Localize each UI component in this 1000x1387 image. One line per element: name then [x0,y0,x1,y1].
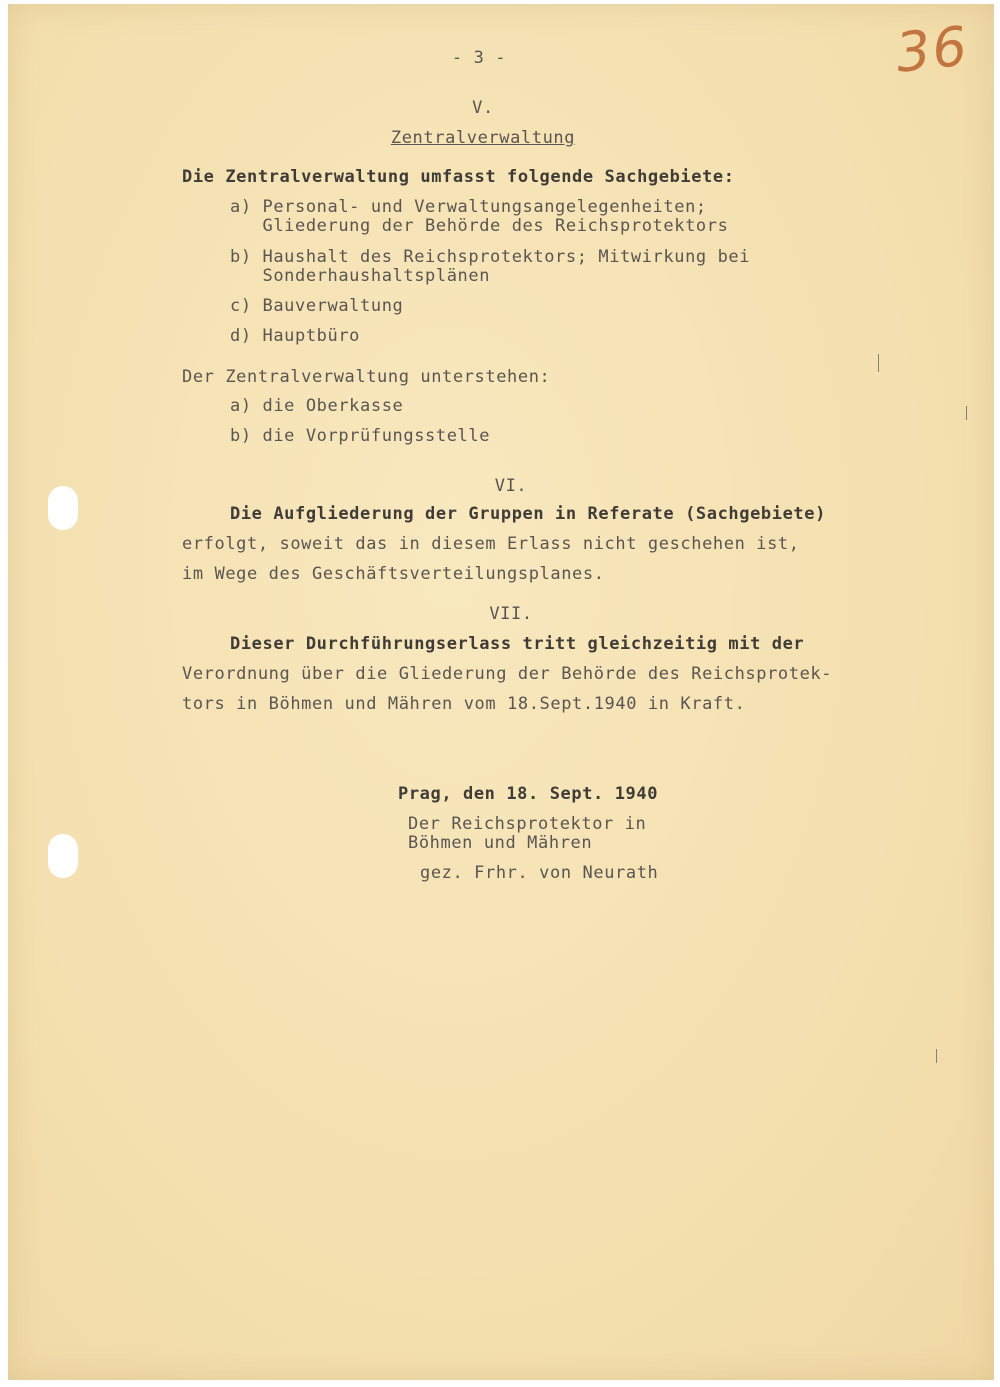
section-5-item: Gliederung der Behörde des Reichsprotektors [230,216,729,236]
section-5-subordinate-intro: Der Zentralverwaltung unterstehen: [182,367,551,387]
section-5-title: Zentralverwaltung [390,128,576,148]
section-5-item: d) Hauptbüro [230,326,361,346]
margin-mark [966,406,967,420]
signature-title-line2: Böhmen und Mähren [408,833,593,853]
signature-signed: gez. Frhr. von Neurath [420,863,659,883]
folio-number: 36 [892,14,972,85]
section-5-intro: Die Zentralverwaltung umfasst folgende Sachgebiete: [182,167,735,187]
section-6-line: erfolgt, soweit das in diesem Erlass nicht geschehen ist, [182,534,800,554]
section-5-item: a) Personal- und Verwaltungsangelegenheiten; [230,197,707,217]
section-5-numeral: V. [472,98,494,118]
section-6-line: Die Aufgliederung der Gruppen in Referate (Sachgebiete) [230,504,826,524]
section-6-numeral: VI. [494,476,528,496]
section-7-line: Verordnung über die Gliederung der Behörde des Reichsprotek- [182,664,833,684]
margin-mark [878,354,879,372]
section-5-subordinate-item: a) die Oberkasse [230,396,404,416]
section-6-line: im Wege des Geschäftsverteilungsplanes. [182,564,605,584]
section-5-item: b) Haushalt des Reichsprotektors; Mitwirkung bei [230,247,751,267]
signature-title-line1: Der Reichsprotektor in [408,814,647,834]
section-7-line: tors in Böhmen und Mähren vom 18.Sept.1940 in Kraft. [182,694,746,714]
page-number: - 3 - [451,48,507,68]
section-5-item: Sonderhaushaltsplänen [230,266,491,286]
margin-mark [936,1049,937,1063]
punch-hole-bottom [48,834,78,878]
section-5-subordinate-item: b) die Vorprüfungsstelle [230,426,491,446]
signature-place-date: Prag, den 18. Sept. 1940 [398,784,659,804]
section-5-item: c) Bauverwaltung [230,296,404,316]
document-page [8,4,994,1380]
section-7-line: Dieser Durchführungserlass tritt gleichzeitig mit der [230,634,805,654]
section-7-numeral: VII. [489,604,533,624]
